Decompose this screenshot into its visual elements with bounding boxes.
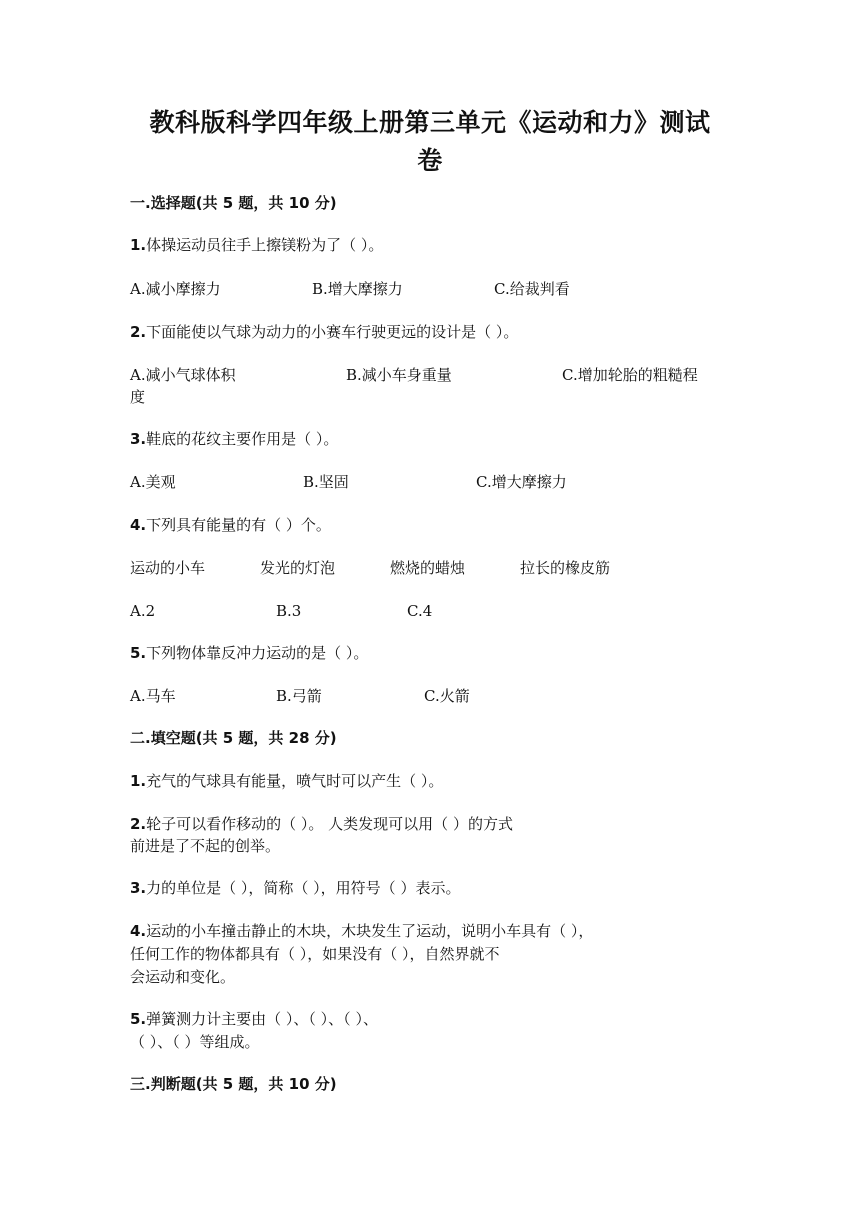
option-c: C.增大摩擦力	[476, 473, 567, 491]
option-a: A.2	[130, 602, 156, 620]
question-number: 4.	[130, 922, 147, 940]
section-heading-choice: 一.选择题(共 5 题，共 10 分)	[130, 194, 337, 212]
fill-question-1	[130, 771, 443, 791]
energy-item: 发光的灯泡	[260, 559, 336, 577]
option-c: C.给裁判看	[494, 280, 570, 298]
question-stem: 下列物体靠反冲力运动的是（ ）。	[146, 644, 369, 662]
question-number: 2.	[130, 815, 147, 833]
question-text-continued: 会运动和变化。	[130, 968, 236, 986]
question-text: 弹簧测力计主要由（ ）、（ ）、（ ）、	[146, 1010, 378, 1028]
choice-question-3	[130, 429, 338, 449]
question-number: 2.	[130, 323, 147, 341]
question-text: 力的单位是（ ），简称（ ），用符号（ ）表示。	[146, 879, 461, 897]
question-number: 5.	[130, 644, 147, 662]
option-b: B.减小车身重量	[346, 366, 452, 384]
option-b: B.弓箭	[276, 687, 322, 705]
fill-question-4	[130, 921, 593, 941]
choice-question-5	[130, 643, 368, 663]
option-c: C.火箭	[424, 687, 470, 705]
page-title	[130, 104, 730, 180]
fill-question-2	[130, 814, 513, 834]
question-text: 充气的气球具有能量，喷气时可以产生（ ）。	[146, 772, 444, 790]
option-c-wrap: 度	[130, 388, 146, 406]
title-line-1: 教科版科学四年级上册第三单元《运动和力》测试	[149, 108, 711, 137]
question-number: 3.	[130, 430, 147, 448]
option-b: B.坚固	[303, 473, 349, 491]
question-stem: 下面能使以气球为动力的小赛车行驶更远的设计是（ ）。	[146, 323, 519, 341]
question-stem: 下列具有能量的有（ ）个。	[146, 516, 331, 534]
question-text: 轮子可以看作移动的（ ）。 人类发现可以用（ ）的方式	[146, 815, 513, 833]
option-c: C.增加轮胎的粗糙程	[562, 366, 698, 384]
fill-question-5	[130, 1009, 378, 1029]
question-stem: 鞋底的花纹主要作用是（ ）。	[146, 430, 339, 448]
question-number: 5.	[130, 1010, 147, 1028]
choice-question-2	[130, 322, 518, 342]
option-a: A.减小气球体积	[130, 366, 236, 384]
question-stem: 体操运动员往手上擦镁粉为了（ ）。	[146, 236, 384, 254]
title-line-2: 卷	[417, 146, 443, 175]
question-number: 1.	[130, 236, 147, 254]
option-a: A.马车	[130, 687, 176, 705]
energy-item: 燃烧的蜡烛	[390, 559, 466, 577]
question-text-continued: 前进是了不起的创举。	[130, 837, 281, 855]
option-b: B.3	[276, 602, 302, 620]
option-a: A.减小摩擦力	[130, 280, 221, 298]
energy-item: 拉长的橡皮筋	[520, 559, 611, 577]
option-a: A.美观	[130, 473, 176, 491]
section-heading-judge: 三.判断题(共 5 题，共 10 分)	[130, 1075, 337, 1093]
question-number: 3.	[130, 879, 147, 897]
option-c: C.4	[407, 602, 433, 620]
question-text-continued: 任何工作的物体都具有（ ），如果没有（ ），自然界就不	[130, 945, 500, 963]
question-number: 1.	[130, 772, 147, 790]
option-b: B.增大摩擦力	[312, 280, 403, 298]
choice-question-4	[130, 515, 331, 535]
question-number: 4.	[130, 516, 147, 534]
fill-question-3	[130, 878, 460, 898]
section-heading-fill: 二.填空题(共 5 题，共 28 分)	[130, 729, 337, 747]
question-text: 运动的小车撞击静止的木块，木块发生了运动，说明小车具有（ ），	[146, 922, 594, 940]
choice-question-1	[130, 235, 383, 255]
question-text-continued: （ ）、（ ）等组成。	[130, 1033, 260, 1051]
energy-item: 运动的小车	[130, 559, 206, 577]
